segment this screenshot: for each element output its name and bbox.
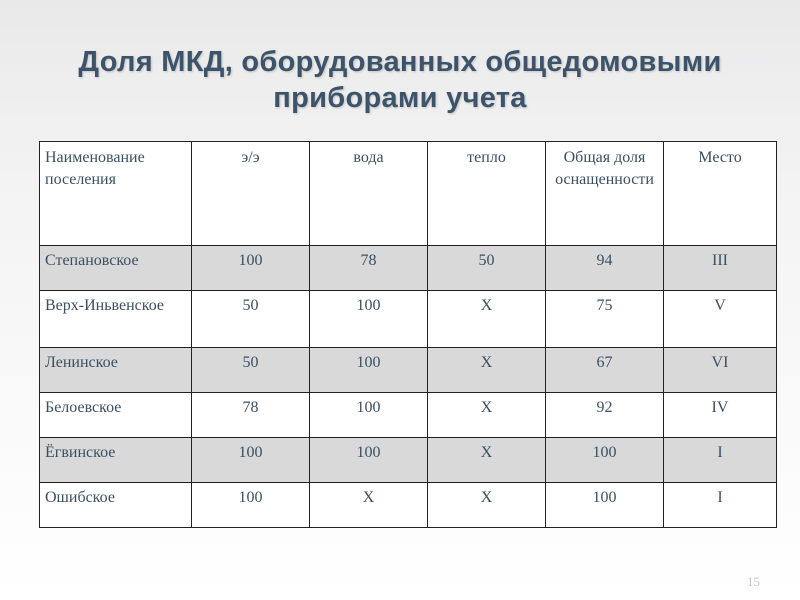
table-header-row	[40, 142, 777, 246]
cell-electricity: 50	[192, 348, 310, 393]
cell-electricity: 50	[192, 291, 310, 348]
cell-rank: V	[664, 291, 777, 348]
cell-total-share: 67	[546, 348, 664, 393]
cell-heat: Х	[428, 348, 546, 393]
header-cell-heat: тепло	[428, 142, 546, 246]
slide-title-line-1: Доля МКД, оборудованных общедомовыми	[78, 46, 722, 78]
table-row	[40, 246, 777, 291]
cell-total-share: 100	[546, 438, 664, 483]
cell-heat: Х	[428, 393, 546, 438]
cell-total-share: 75	[546, 291, 664, 348]
cell-heat: 50	[428, 246, 546, 291]
cell-rank: III	[664, 246, 777, 291]
cell-rank: I	[664, 438, 777, 483]
table-row	[40, 483, 777, 528]
cell-water: 100	[310, 393, 428, 438]
cell-settlement: Ленинское	[40, 348, 192, 393]
header-cell-water: вода	[310, 142, 428, 246]
table-row	[40, 291, 777, 348]
cell-water: 100	[310, 348, 428, 393]
cell-electricity: 100	[192, 483, 310, 528]
cell-heat: Х	[428, 438, 546, 483]
cell-total-share: 94	[546, 246, 664, 291]
cell-heat: Х	[428, 483, 546, 528]
cell-settlement: Степановское	[40, 246, 192, 291]
cell-heat: Х	[428, 291, 546, 348]
cell-total-share: 92	[546, 393, 664, 438]
slide-title-line-2: приборами учета	[273, 82, 527, 114]
cell-rank: VI	[664, 348, 777, 393]
cell-total-share: 100	[546, 483, 664, 528]
cell-water: Х	[310, 483, 428, 528]
cell-rank: I	[664, 483, 777, 528]
cell-settlement: Ошибское	[40, 483, 192, 528]
cell-settlement: Белоевское	[40, 393, 192, 438]
table-row	[40, 438, 777, 483]
table-row	[40, 348, 777, 393]
header-cell-total-share: Общая доля оснащенности	[546, 142, 664, 246]
header-cell-rank: Место	[664, 142, 777, 246]
cell-electricity: 100	[192, 246, 310, 291]
page-number: 15	[747, 574, 760, 589]
cell-water: 100	[310, 291, 428, 348]
table-row	[40, 393, 777, 438]
cell-water: 100	[310, 438, 428, 483]
meters-table	[39, 141, 777, 528]
slide-title	[20, 44, 780, 116]
cell-water: 78	[310, 246, 428, 291]
header-cell-electricity: э/э	[192, 142, 310, 246]
cell-electricity: 100	[192, 438, 310, 483]
cell-settlement: Ёгвинское	[40, 438, 192, 483]
cell-electricity: 78	[192, 393, 310, 438]
cell-rank: IV	[664, 393, 777, 438]
cell-settlement: Верх-Иньвенское	[40, 291, 192, 348]
header-cell-settlement: Наименование поселения	[40, 142, 192, 246]
